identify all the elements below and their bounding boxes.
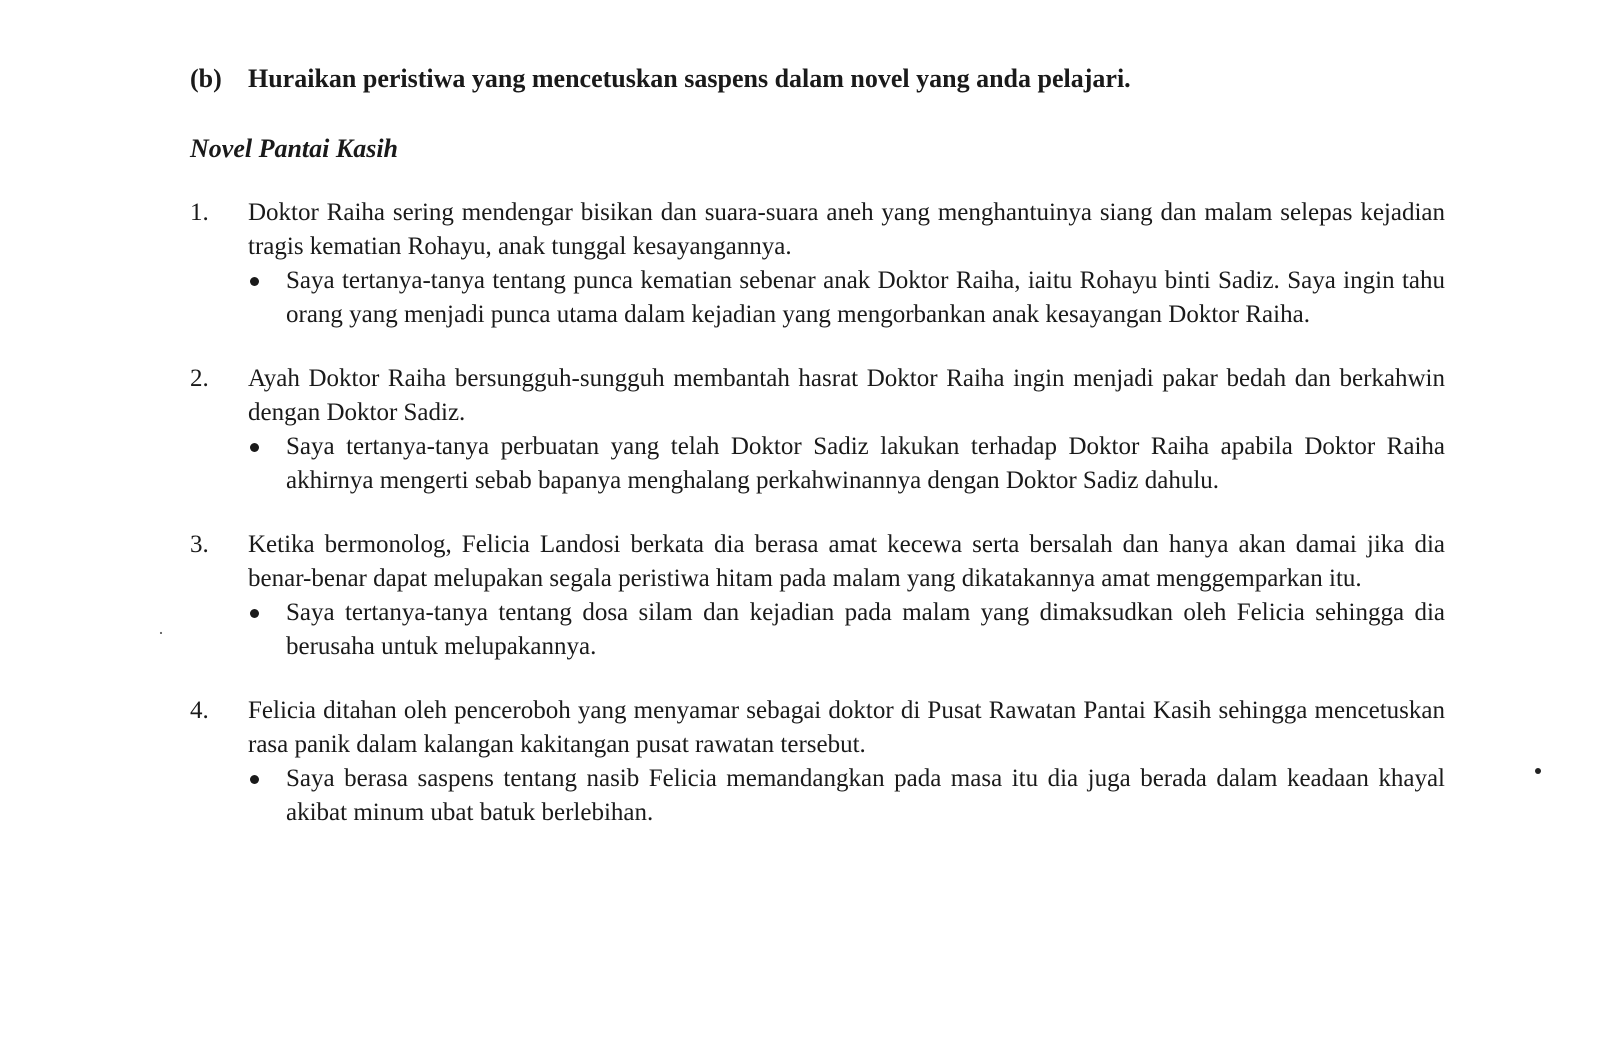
item-text: Doktor Raiha sering mendengar bisikan dan suara-suara aneh yang menghantuinya siang dan malam selepas kejadian tragis kematian Rohayu, anak tunggal kesayangannya. <box>248 199 1445 260</box>
bullet-dot-icon <box>250 609 259 618</box>
item-bullet <box>248 264 1445 332</box>
novel-title: Novel Pantai Kasih <box>190 134 399 163</box>
bullet-dot-icon <box>250 775 259 784</box>
item-bullet <box>248 430 1445 498</box>
question-text: Huraikan peristiwa yang mencetuskan saspens dalam novel yang anda pelajari. <box>248 64 1131 93</box>
item-number: 1. <box>190 199 209 226</box>
scan-mark: · <box>158 623 164 643</box>
answer-list <box>190 196 1445 860</box>
bullet-text: Saya tertanya-tanya perbuatan yang telah Doktor Sadiz lakukan terhadap Doktor Raiha apabila Doktor Raiha akhirnya mengerti sebab bapanya menghalang perkahwinannya dengan Doktor Sadiz dahulu. <box>286 433 1445 494</box>
list-item-3 <box>190 528 1445 664</box>
item-bullet <box>248 762 1445 830</box>
bullet-dot-icon <box>250 277 259 286</box>
list-item-1 <box>190 196 1445 332</box>
scan-speck <box>1535 768 1541 774</box>
item-number: 3. <box>190 531 209 558</box>
bullet-dot-icon <box>250 443 259 452</box>
bullet-text: Saya berasa saspens tentang nasib Felicia memandangkan pada masa itu dia juga berada dalam keadaan khayal akibat minum ubat batuk berlebihan. <box>286 765 1445 826</box>
item-number: 4. <box>190 697 209 724</box>
bullet-text: Saya tertanya-tanya tentang dosa silam dan kejadian pada malam yang dimaksudkan oleh Felicia sehingga dia berusaha untuk melupakannya. <box>286 599 1445 660</box>
item-text: Felicia ditahan oleh penceroboh yang menyamar sebagai doktor di Pusat Rawatan Pantai Kasih sehingga mencetuskan rasa panik dalam kalangan kakitangan pusat rawatan tersebut. <box>248 697 1445 758</box>
question-label: (b) <box>190 64 222 93</box>
list-item-2 <box>190 362 1445 498</box>
bullet-text: Saya tertanya-tanya tentang punca kematian sebenar anak Doktor Raiha, iaitu Rohayu binti Sadiz. Saya ingin tahu orang yang menjadi punca utama dalam kejadian yang mengorbankan anak kesayangan Doktor Raiha. <box>286 267 1445 328</box>
item-number: 2. <box>190 365 209 392</box>
list-item-4 <box>190 694 1445 830</box>
item-bullet <box>248 596 1445 664</box>
item-text: Ketika bermonolog, Felicia Landosi berkata dia berasa amat kecewa serta bersalah dan hanya akan damai jika dia benar-benar dapat melupakan segala peristiwa hitam pada malam yang dikatakannya amat menggemparkan itu. <box>248 531 1445 592</box>
question-heading <box>190 62 1430 96</box>
item-text: Ayah Doktor Raiha bersungguh-sungguh membantah hasrat Doktor Raiha ingin menjadi pakar bedah dan berkahwin dengan Doktor Sadiz. <box>248 365 1445 426</box>
